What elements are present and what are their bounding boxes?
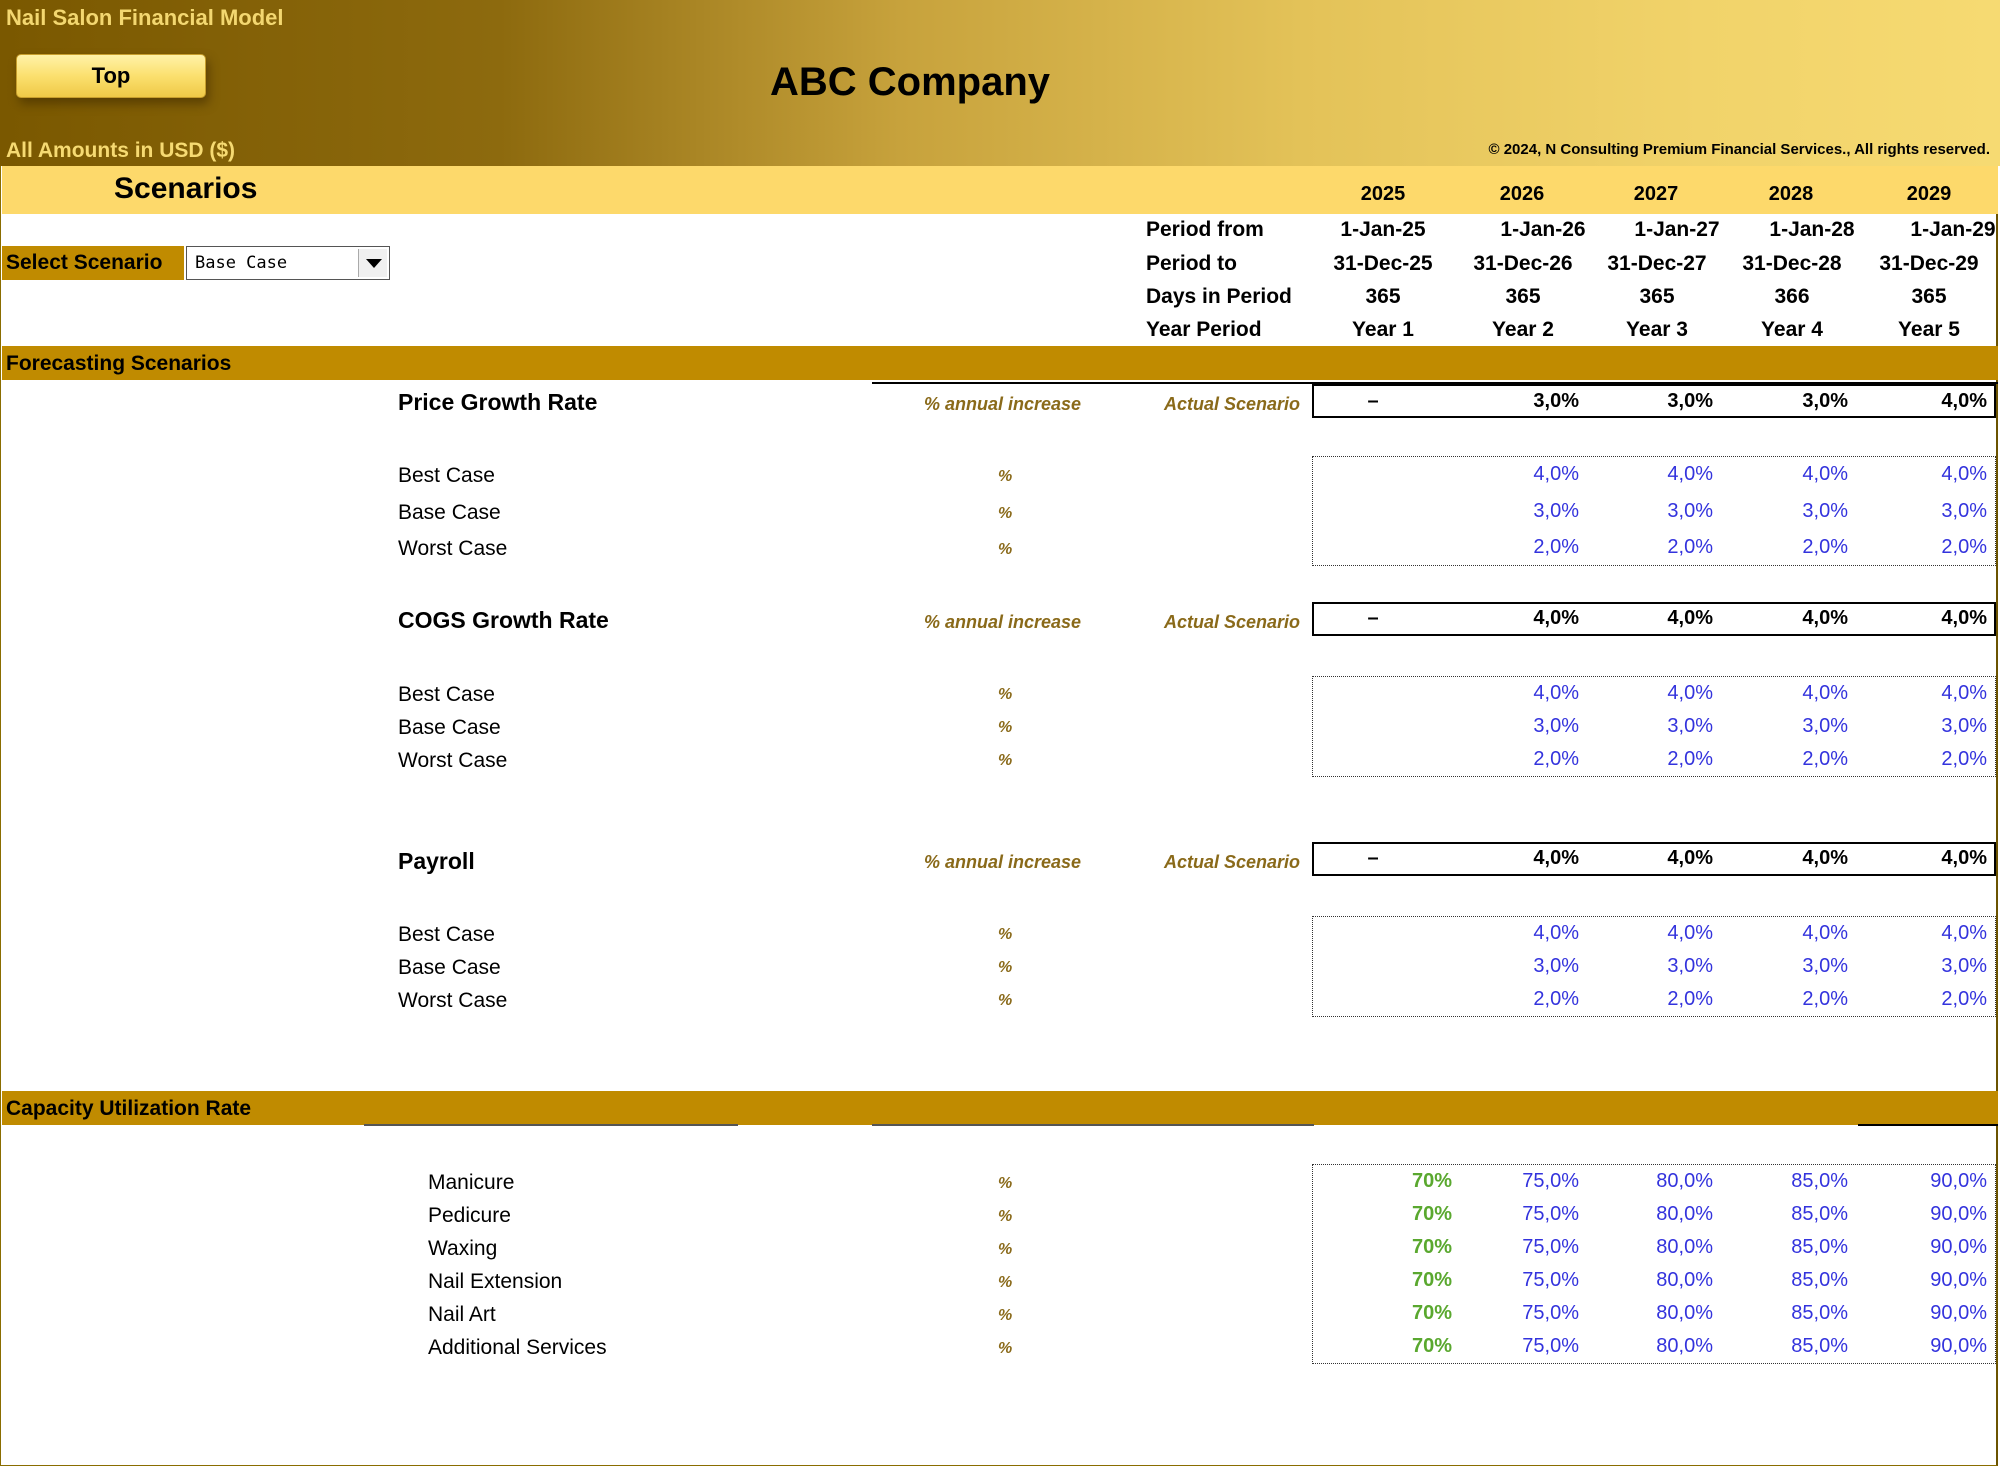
input-cell[interactable]: 4,0%	[1533, 682, 1579, 704]
input-cell[interactable]: 2,0%	[1667, 988, 1713, 1010]
input-cell[interactable]: 75,0%	[1522, 1170, 1579, 1192]
pct-unit: %	[998, 1208, 1013, 1225]
input-cell[interactable]: 2,0%	[1667, 748, 1713, 770]
year-period-value: Year 1	[1352, 318, 1414, 341]
input-cell[interactable]: 3,0%	[1533, 500, 1579, 522]
input-cell[interactable]: 2,0%	[1802, 536, 1848, 558]
days-in-period-label: Days in Period	[1146, 285, 1292, 308]
scenario-row-label: Worst Case	[398, 537, 508, 560]
input-cell[interactable]: 2,0%	[1802, 988, 1848, 1010]
year-header: 2025	[1360, 183, 1406, 205]
actual-value: 4,0%	[1802, 847, 1848, 869]
input-cell[interactable]: 90,0%	[1930, 1236, 1987, 1258]
period-to-value: 31-Dec-27	[1607, 252, 1707, 275]
group-title: COGS Growth Rate	[398, 607, 609, 633]
period-to-value: 31-Dec-26	[1473, 252, 1573, 275]
input-cell[interactable]: 85,0%	[1791, 1269, 1848, 1291]
base-rate-cell[interactable]: 70%	[1411, 1335, 1452, 1357]
actual-value: 3,0%	[1533, 390, 1579, 412]
scenario-dropdown[interactable]	[186, 246, 390, 280]
currency-note: All Amounts in USD ($)	[6, 139, 236, 162]
input-cell[interactable]: 4,0%	[1941, 682, 1987, 704]
input-cell[interactable]: 2,0%	[1667, 536, 1713, 558]
divider	[1858, 1124, 1998, 1126]
chevron-down-icon[interactable]	[358, 249, 387, 277]
pct-unit: %	[998, 752, 1013, 769]
pct-unit: %	[998, 505, 1013, 522]
period-to-value: 31-Dec-28	[1742, 252, 1842, 275]
input-cell[interactable]: 85,0%	[1791, 1203, 1848, 1225]
actual-value: 4,0%	[1667, 607, 1713, 629]
input-cell[interactable]: 4,0%	[1802, 682, 1848, 704]
actual-value: 4,0%	[1802, 607, 1848, 629]
input-cell[interactable]: 90,0%	[1930, 1170, 1987, 1192]
unit-label: % annual increase	[924, 612, 1082, 632]
capacity-input-block	[1312, 1164, 1996, 1364]
input-cell[interactable]: 3,0%	[1941, 955, 1987, 977]
service-label: Waxing	[428, 1237, 498, 1260]
input-cell[interactable]: 3,0%	[1533, 955, 1579, 977]
input-cell[interactable]: 4,0%	[1667, 682, 1713, 704]
pct-unit: %	[998, 992, 1013, 1009]
input-cell[interactable]: 80,0%	[1656, 1302, 1713, 1324]
company-name: ABC Company	[769, 60, 1051, 104]
pct-unit: %	[998, 719, 1013, 736]
service-label: Nail Extension	[428, 1270, 563, 1293]
period-from-value: 1-Jan-25	[1340, 218, 1426, 241]
input-cell[interactable]: 3,0%	[1802, 715, 1848, 737]
pct-unit: %	[998, 541, 1013, 558]
input-cell[interactable]: 80,0%	[1656, 1170, 1713, 1192]
year-header: 2028	[1768, 183, 1814, 205]
period-from-label: Period from	[1146, 218, 1264, 241]
page-title: Scenarios	[114, 172, 258, 205]
input-cell[interactable]: 3,0%	[1667, 955, 1713, 977]
capacity-section-band	[2, 1091, 1998, 1125]
service-label: Pedicure	[428, 1204, 511, 1227]
input-cell[interactable]: 4,0%	[1941, 922, 1987, 944]
actual-value: 3,0%	[1802, 390, 1848, 412]
input-cell[interactable]: 3,0%	[1533, 715, 1579, 737]
input-cell[interactable]: 2,0%	[1533, 988, 1579, 1010]
input-cell[interactable]: 2,0%	[1941, 748, 1987, 770]
year-header: 2026	[1499, 183, 1545, 205]
year-period-label: Year Period	[1146, 318, 1262, 341]
scenario-row-label: Worst Case	[398, 749, 508, 772]
input-cell[interactable]: 75,0%	[1522, 1335, 1579, 1357]
base-rate-cell[interactable]: 70%	[1411, 1236, 1452, 1258]
scenario-row-label: Base Case	[398, 956, 501, 979]
base-rate-cell[interactable]: 70%	[1411, 1269, 1452, 1291]
input-cell[interactable]: 85,0%	[1791, 1170, 1848, 1192]
input-cell[interactable]: 3,0%	[1667, 715, 1713, 737]
period-to-value: 31-Dec-25	[1333, 252, 1433, 275]
pct-unit: %	[998, 1241, 1013, 1258]
app-title: Nail Salon Financial Model	[6, 5, 284, 30]
period-from-value: 1-Jan-29	[1910, 218, 1996, 241]
input-cell[interactable]: 2,0%	[1533, 536, 1579, 558]
actual-value: 4,0%	[1941, 847, 1987, 869]
group-title: Payroll	[398, 848, 475, 874]
days-value: 366	[1774, 285, 1810, 308]
input-cell[interactable]: 4,0%	[1802, 463, 1848, 485]
period-from-value: 1-Jan-28	[1769, 218, 1855, 241]
period-to-label: Period to	[1146, 252, 1238, 275]
actual-value: 3,0%	[1667, 390, 1713, 412]
actual-value: 4,0%	[1941, 607, 1987, 629]
actual-value: –	[1367, 847, 1379, 869]
pct-unit: %	[998, 1307, 1013, 1324]
year-period-value: Year 2	[1492, 318, 1554, 341]
scenario-row-label: Best Case	[398, 464, 495, 487]
forecasting-section-label: Forecasting Scenarios	[6, 352, 232, 375]
days-value: 365	[1639, 285, 1675, 308]
input-cell[interactable]: 80,0%	[1656, 1269, 1713, 1291]
period-from-value: 1-Jan-27	[1634, 218, 1720, 241]
year-header: 2027	[1633, 183, 1679, 205]
input-cell[interactable]: 80,0%	[1656, 1335, 1713, 1357]
actual-value: 4,0%	[1533, 847, 1579, 869]
base-rate-cell[interactable]: 70%	[1411, 1203, 1452, 1225]
pct-unit: %	[998, 1340, 1013, 1357]
pct-unit: %	[998, 468, 1013, 485]
capacity-section-label: Capacity Utilization Rate	[6, 1097, 252, 1120]
period-to-value: 31-Dec-29	[1879, 252, 1979, 275]
input-cell[interactable]: 90,0%	[1930, 1335, 1987, 1357]
year-period-value: Year 3	[1626, 318, 1688, 341]
input-cell[interactable]: 4,0%	[1533, 922, 1579, 944]
input-cell[interactable]: 2,0%	[1941, 988, 1987, 1010]
actual-scenario-label: Actual Scenario	[1164, 612, 1301, 632]
service-label: Nail Art	[428, 1303, 496, 1326]
input-cell[interactable]: 4,0%	[1667, 463, 1713, 485]
days-value: 365	[1365, 285, 1401, 308]
input-cell[interactable]: 4,0%	[1802, 922, 1848, 944]
actual-value: –	[1367, 607, 1379, 629]
actual-scenario-label: Actual Scenario	[1164, 852, 1301, 872]
actual-value: 4,0%	[1533, 607, 1579, 629]
base-rate-cell[interactable]: 70%	[1411, 1302, 1452, 1324]
unit-label: % annual increase	[924, 852, 1082, 872]
pct-unit: %	[998, 686, 1013, 703]
scenario-dropdown-value: Base Case	[195, 253, 288, 273]
service-label: Additional Services	[428, 1336, 607, 1359]
pct-unit: %	[998, 1274, 1013, 1291]
pct-unit: %	[998, 926, 1013, 943]
forecasting-section-band	[2, 346, 1998, 380]
scenario-row-label: Best Case	[398, 923, 495, 946]
input-cell[interactable]: 90,0%	[1930, 1302, 1987, 1324]
top-button[interactable]: Top	[16, 54, 206, 98]
scenario-row-label: Base Case	[398, 716, 501, 739]
input-cell[interactable]: 85,0%	[1791, 1335, 1848, 1357]
actual-scenario-label: Actual Scenario	[1164, 394, 1301, 414]
input-cell[interactable]: 85,0%	[1791, 1236, 1848, 1258]
input-cell[interactable]: 75,0%	[1522, 1269, 1579, 1291]
scenario-row-label: Worst Case	[398, 989, 508, 1012]
unit-label: % annual increase	[924, 394, 1082, 414]
input-cell[interactable]: 80,0%	[1656, 1236, 1713, 1258]
year-header: 2029	[1906, 183, 1952, 205]
input-cell[interactable]: 75,0%	[1522, 1302, 1579, 1324]
input-cell[interactable]: 3,0%	[1941, 500, 1987, 522]
input-cell[interactable]: 3,0%	[1667, 500, 1713, 522]
input-cell[interactable]: 4,0%	[1667, 922, 1713, 944]
pct-unit: %	[998, 1175, 1013, 1192]
scenario-row-label: Base Case	[398, 501, 501, 524]
input-cell[interactable]: 3,0%	[1802, 955, 1848, 977]
input-cell[interactable]: 85,0%	[1791, 1302, 1848, 1324]
input-cell[interactable]: 75,0%	[1522, 1203, 1579, 1225]
input-cell[interactable]: 75,0%	[1522, 1236, 1579, 1258]
service-label: Manicure	[428, 1171, 515, 1194]
year-period-value: Year 4	[1761, 318, 1823, 341]
divider	[872, 1124, 1314, 1126]
input-cell[interactable]: 90,0%	[1930, 1203, 1987, 1225]
year-period-value: Year 5	[1898, 318, 1960, 341]
period-from-value: 1-Jan-26	[1500, 218, 1586, 241]
actual-value: 4,0%	[1941, 390, 1987, 412]
actual-value: 4,0%	[1667, 847, 1713, 869]
input-cell[interactable]: 4,0%	[1533, 463, 1579, 485]
input-cell[interactable]: 2,0%	[1941, 536, 1987, 558]
input-cell[interactable]: 2,0%	[1533, 748, 1579, 770]
copyright-note: © 2024, N Consulting Premium Financial Services., All rights reserved.	[1488, 141, 1990, 158]
actual-value: –	[1367, 390, 1379, 412]
input-cell[interactable]: 3,0%	[1941, 715, 1987, 737]
input-cell[interactable]: 90,0%	[1930, 1269, 1987, 1291]
pct-unit: %	[998, 959, 1013, 976]
input-cell[interactable]: 2,0%	[1802, 748, 1848, 770]
input-cell[interactable]: 3,0%	[1802, 500, 1848, 522]
select-scenario-label: Select Scenario	[2, 246, 184, 280]
input-cell[interactable]: 80,0%	[1656, 1203, 1713, 1225]
base-rate-cell[interactable]: 70%	[1411, 1170, 1452, 1192]
divider	[364, 1124, 738, 1126]
days-value: 365	[1911, 285, 1947, 308]
group-title: Price Growth Rate	[398, 389, 598, 415]
scenario-row-label: Best Case	[398, 683, 495, 706]
days-value: 365	[1505, 285, 1541, 308]
input-cell[interactable]: 4,0%	[1941, 463, 1987, 485]
